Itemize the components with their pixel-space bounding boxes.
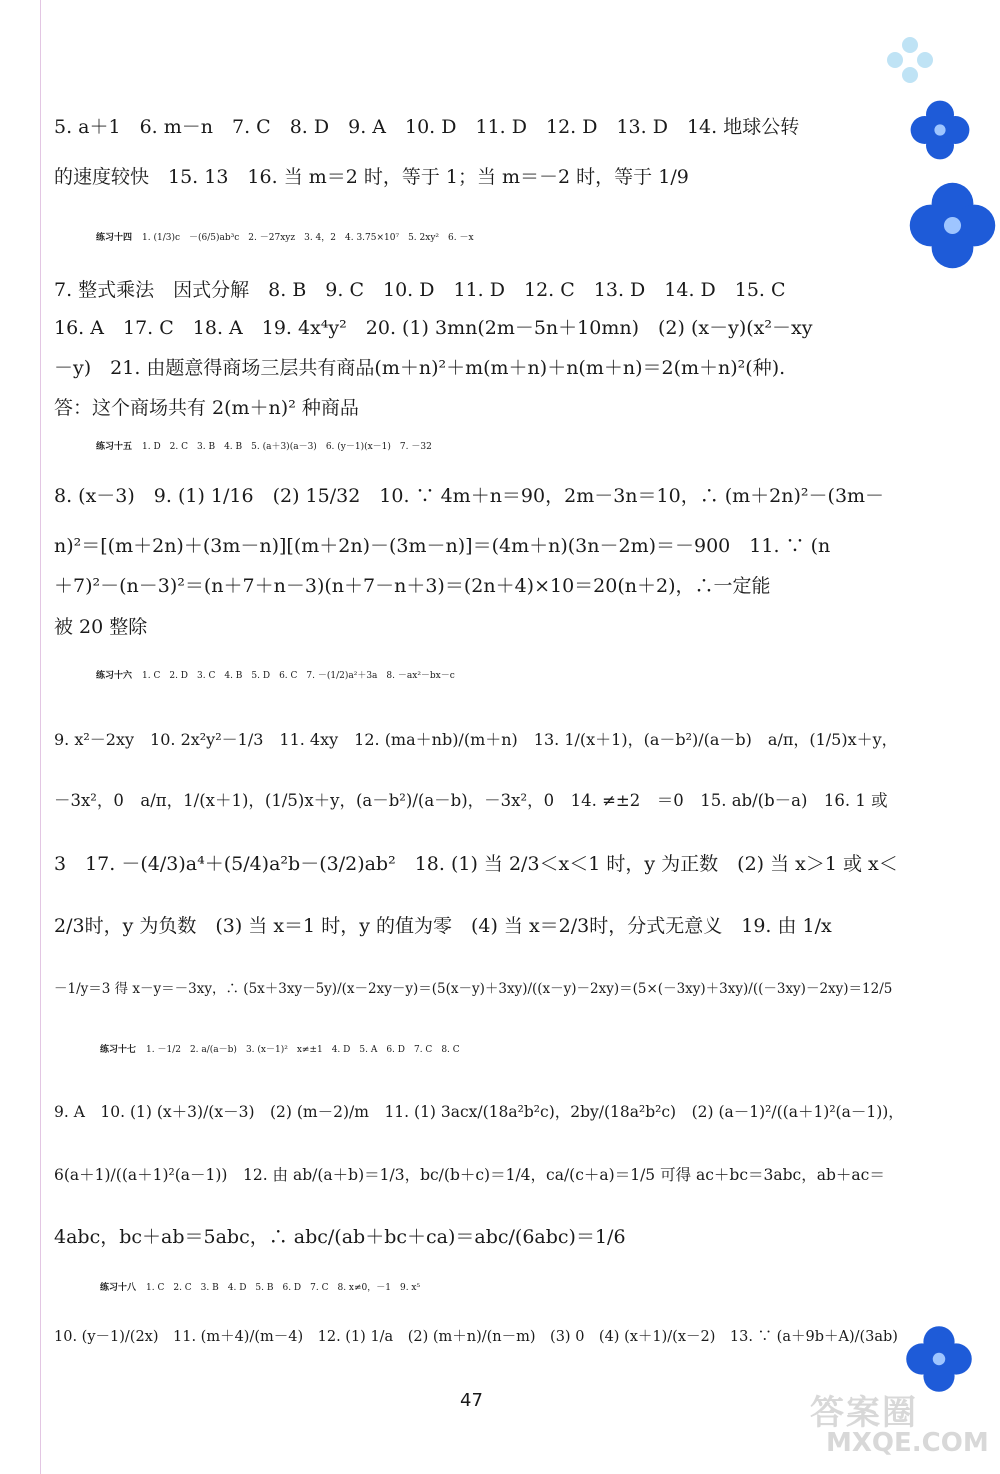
section-14-line: 练习十四 1. (1/3)c －(6/5)ab³c 2. －27xyz 3. 4，2 4. 3.75×10⁷ 5. 2xy² 6. －x	[96, 233, 474, 243]
answer-line: 10. (y－1)/(2x) 11. (m＋4)/(m－4) 12. (1) 1/a (2) (m＋n)/(n－m) (3) 0 (4) (x＋1)/(x－2) 13. ∵ (a＋9b＋A)/(3ab)	[54, 1329, 898, 1345]
answer-line: 4abc，bc＋ab＝5abc，∴ abc/(ab＋bc＋ca)＝abc/(6abc)＝1/6	[54, 1226, 626, 1248]
answer-line: 9. x²－2xy 10. 2x²y²－1/3 11. 4xy 12. (ma＋nb)/(m＋n) 13. 1/(x＋1)，(a－b²)/(a－b) a/π，(1/5)x＋y，	[54, 730, 898, 749]
answer-line: 的速度较快 15. 13 16. 当 m＝2 时，等于 1；当 m＝－2 时，等于 1/9	[54, 166, 689, 188]
section-heading: 练习十六	[96, 671, 133, 681]
sparkle-icon	[880, 30, 940, 90]
answer-line: 16. A 17. C 18. A 19. 4x⁴y² 20. (1) 3mn(2m－5n＋10mn) (2) (x－y)(x²－xy	[54, 317, 813, 339]
page-number: 47	[460, 1390, 483, 1411]
answer-line: 5. a＋1 6. m－n 7. C 8. D 9. A 10. D 11. D 12. D 13. D 14. 地球公转	[54, 116, 800, 138]
section-heading: 练习十七	[100, 1045, 137, 1055]
section-heading: 练习十四	[96, 233, 133, 243]
answer-line: 2/3时，y 为负数 (3) 当 x＝1 时，y 的值为零 (4) 当 x＝2/3时，分式无意义 19. 由 1/x	[54, 915, 832, 937]
answer-line: 被 20 整除	[54, 616, 148, 638]
answer-line: 3 17. －(4/3)a⁴＋(5/4)a²b－(3/2)ab² 18. (1) 当 2/3＜x＜1 时，y 为正数 (2) 当 x＞1 或 x＜	[54, 853, 898, 875]
answer-line: －1/y＝3 得 x－y＝－3xy，∴ (5x＋3xy－5y)/(x－2xy－y)＝(5(x－y)＋3xy)/((x－y)－2xy)＝(5×(－3xy)＋3xy)/((－3xy)－2xy)＝12/5	[54, 981, 893, 997]
section-18-line: 练习十八 1. C 2. C 3. B 4. D 5. B 6. D 7. C 8. x≠0，－1 9. x⁵	[100, 1283, 421, 1293]
answer-line: －3x²，0 a/π，1/(x＋1)，(1/5)x＋y，(a－b²)/(a－b)，－3x²，0 14. ≠±2 ＝0 15. ab/(b－a) 16. 1 或	[54, 791, 888, 810]
section-15-line: 练习十五 1. D 2. C 3. B 4. B 5. (a＋3)(a－3) 6. (y－1)(x－1) 7. －32	[96, 442, 432, 452]
watermark-url: MXQE.COM	[826, 1428, 989, 1458]
watermark-logo: 答案圈	[810, 1393, 918, 1433]
answer-line: ＋7)²－(n－3)²＝(n＋7＋n－3)(n＋7－n＋3)＝(2n＋4)×10＝20(n＋2)，∴一定能	[54, 575, 771, 597]
answer-line: 6(a＋1)/((a＋1)²(a－1)) 12. 由 ab/(a＋b)＝1/3，bc/(b＋c)＝1/4，ca/(c＋a)＝1/5 可得 ac＋bc＝3abc，ab＋ac＝	[54, 1166, 885, 1184]
answer-line: －y) 21. 由题意得商场三层共有商品(m＋n)²＋m(m＋n)＋n(m＋n)＝2(m＋n)²(种).	[54, 357, 786, 379]
section-heading: 练习十八	[100, 1283, 137, 1293]
section-16-line: 练习十六 1. C 2. D 3. C 4. B 5. D 6. C 7. －(1/2)a²＋3a 8. －ax²－bx－c	[96, 671, 455, 681]
answer-line: 8. (x－3) 9. (1) 1/16 (2) 15/32 10. ∵ 4m＋n＝90，2m－3n＝10，∴ (m＋2n)²－(3m－	[54, 485, 885, 507]
answer-line: n)²＝[(m＋2n)＋(3m－n)][(m＋2n)－(3m－n)]＝(4m＋n)(3n－2m)＝－900 11. ∵ (n	[54, 535, 831, 557]
answer-line: 9. A 10. (1) (x＋3)/(x－3) (2) (m－2)/m 11. (1) 3acx/(18a²b²c)，2by/(18a²b²c) (2) (a－1)²/((a＋1)²(a－1))，	[54, 1103, 904, 1121]
answer-line: 7. 整式乘法 因式分解 8. B 9. C 10. D 11. D 12. C 13. D 14. D 15. C	[54, 279, 786, 301]
section-heading: 练习十五	[96, 442, 133, 452]
answer-line: 答：这个商场共有 2(m＋n)² 种商品	[54, 397, 359, 419]
clover-icon	[905, 95, 975, 165]
binding-line	[40, 0, 41, 1474]
section-17-line: 练习十七 1. －1/2 2. a/(a－b) 3. (x－1)² x≠±1 4. D 5. A 6. D 7. C 8. C	[100, 1045, 460, 1055]
